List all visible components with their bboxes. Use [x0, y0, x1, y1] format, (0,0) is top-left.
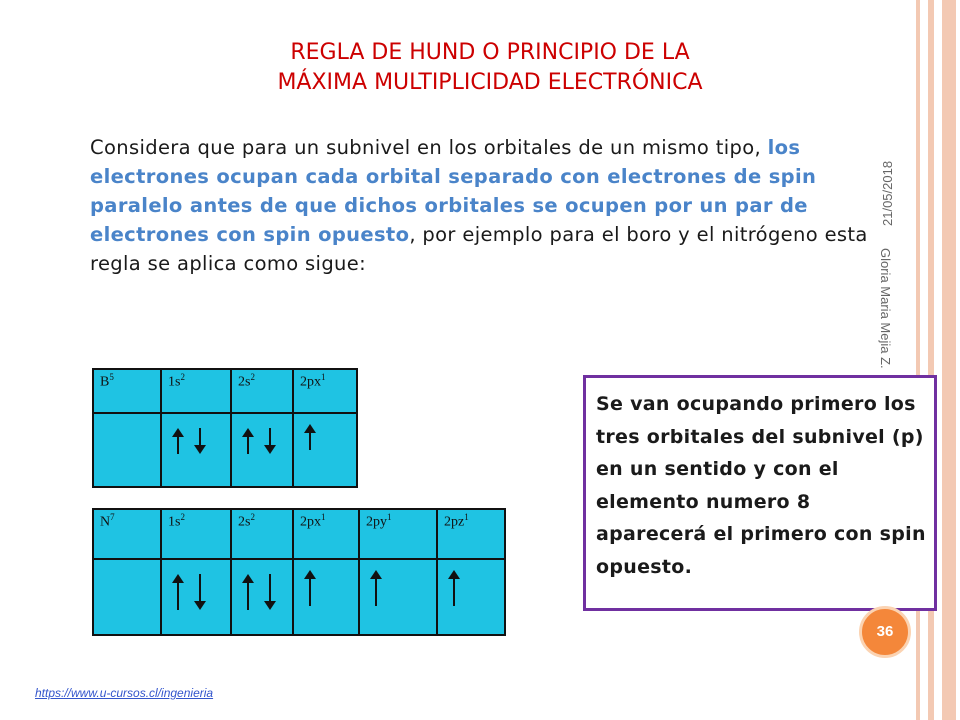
spin-down-arrow-icon [264, 574, 276, 610]
nitrogen_table-arrow-cell [93, 559, 161, 635]
boron_table-arrow-cell [93, 413, 161, 487]
body-outro: , por ejemplo para el boro y el nitrógeno esta regla se aplica como sigue: [90, 223, 868, 275]
boron_table-arrow-cell [231, 413, 293, 487]
orbital-label: N [100, 514, 111, 530]
spin-up-arrow-icon [242, 574, 254, 610]
spin-down-arrow-icon [194, 428, 206, 454]
body-highlight: los electrones ocupan cada orbital separado con electrones de spin paralelo antes de que dichos orbitales se ocupen por un par de electrones con spin opuesto [90, 136, 817, 246]
boron_table-header-cell [231, 369, 293, 413]
note-text: Se van ocupando primero los tres orbitales del subnivel (p) en un sentido y con el elemento numero 8 aparecerá el primero con spin opuesto. [596, 393, 926, 578]
note-box [583, 375, 937, 611]
nitrogen_table-arrow-cell [293, 559, 359, 635]
orbital-label: 2s [238, 514, 251, 530]
nitrogen-arrow-row [93, 559, 505, 635]
spin-up-arrow-icon [370, 570, 382, 606]
nitrogen_table-header-cell [437, 509, 505, 559]
orbital-label: 2py [366, 514, 387, 530]
title-line-1: REGLA DE HUND O PRINCIPIO DE LA [290, 40, 690, 65]
nitrogen_table-header-cell [93, 509, 161, 559]
decorative-stripe [916, 0, 920, 720]
nitrogen_table-header-cell [161, 509, 231, 559]
page-number-badge: 36 [859, 606, 911, 658]
electron-count: 2 [180, 372, 185, 382]
spin-up-arrow-icon [242, 428, 254, 454]
decorative-stripe [942, 0, 956, 720]
slide-title [170, 38, 810, 98]
boron_table-arrow-cell [293, 413, 357, 487]
boron_table-header-cell [293, 369, 357, 413]
electron-count: 1 [321, 372, 326, 382]
boron-orbital-table [92, 368, 358, 488]
spin-up-arrow-icon [304, 570, 316, 606]
body-paragraph [90, 133, 880, 278]
nitrogen_table-arrow-cell [437, 559, 505, 635]
boron_table-header-cell [93, 369, 161, 413]
orbital-label: 2pz [444, 514, 465, 530]
nitrogen-header-row [93, 509, 505, 559]
electron-count: 1 [464, 512, 469, 522]
side-author: Gloria Maria Mejia Z. [878, 248, 893, 369]
spin-up-arrow-icon [448, 570, 460, 606]
electron-count: 2 [250, 372, 255, 382]
orbital-label: 2px [300, 374, 321, 390]
orbital-label: 1s [168, 514, 181, 530]
spin-up-arrow-icon [304, 424, 316, 450]
boron-arrow-row [93, 413, 357, 487]
spin-up-arrow-icon [172, 574, 184, 610]
electron-count: 2 [180, 512, 185, 522]
source-link[interactable]: https://www.u-cursos.cl/ingenieria [35, 686, 214, 700]
orbital-label: 2px [300, 514, 321, 530]
orbital-label: B [100, 374, 110, 390]
decorative-stripe [928, 0, 934, 720]
title-line-2: MÁXIMA MULTIPLICIDAD ELECTRÓNICA [277, 70, 703, 95]
body-intro: Considera que para un subnivel en los orbitales de un mismo tipo, [90, 136, 768, 159]
nitrogen_table-arrow-cell [359, 559, 437, 635]
nitrogen_table-header-cell [231, 509, 293, 559]
spin-down-arrow-icon [264, 428, 276, 454]
electron-count: 7 [110, 512, 115, 522]
nitrogen_table-arrow-cell [231, 559, 293, 635]
spin-up-arrow-icon [172, 428, 184, 454]
spin-down-arrow-icon [194, 574, 206, 610]
electron-count: 5 [109, 372, 114, 382]
nitrogen-orbital-table [92, 508, 506, 636]
boron-header-row [93, 369, 357, 413]
nitrogen_table-header-cell [359, 509, 437, 559]
electron-count: 1 [321, 512, 326, 522]
side-date: 21/05/2018 [880, 160, 895, 226]
electron-count: 1 [387, 512, 392, 522]
orbital-label: 2s [238, 374, 251, 390]
boron_table-arrow-cell [161, 413, 231, 487]
nitrogen_table-header-cell [293, 509, 359, 559]
orbital-label: 1s [168, 374, 181, 390]
electron-count: 2 [250, 512, 255, 522]
nitrogen_table-arrow-cell [161, 559, 231, 635]
boron_table-header-cell [161, 369, 231, 413]
